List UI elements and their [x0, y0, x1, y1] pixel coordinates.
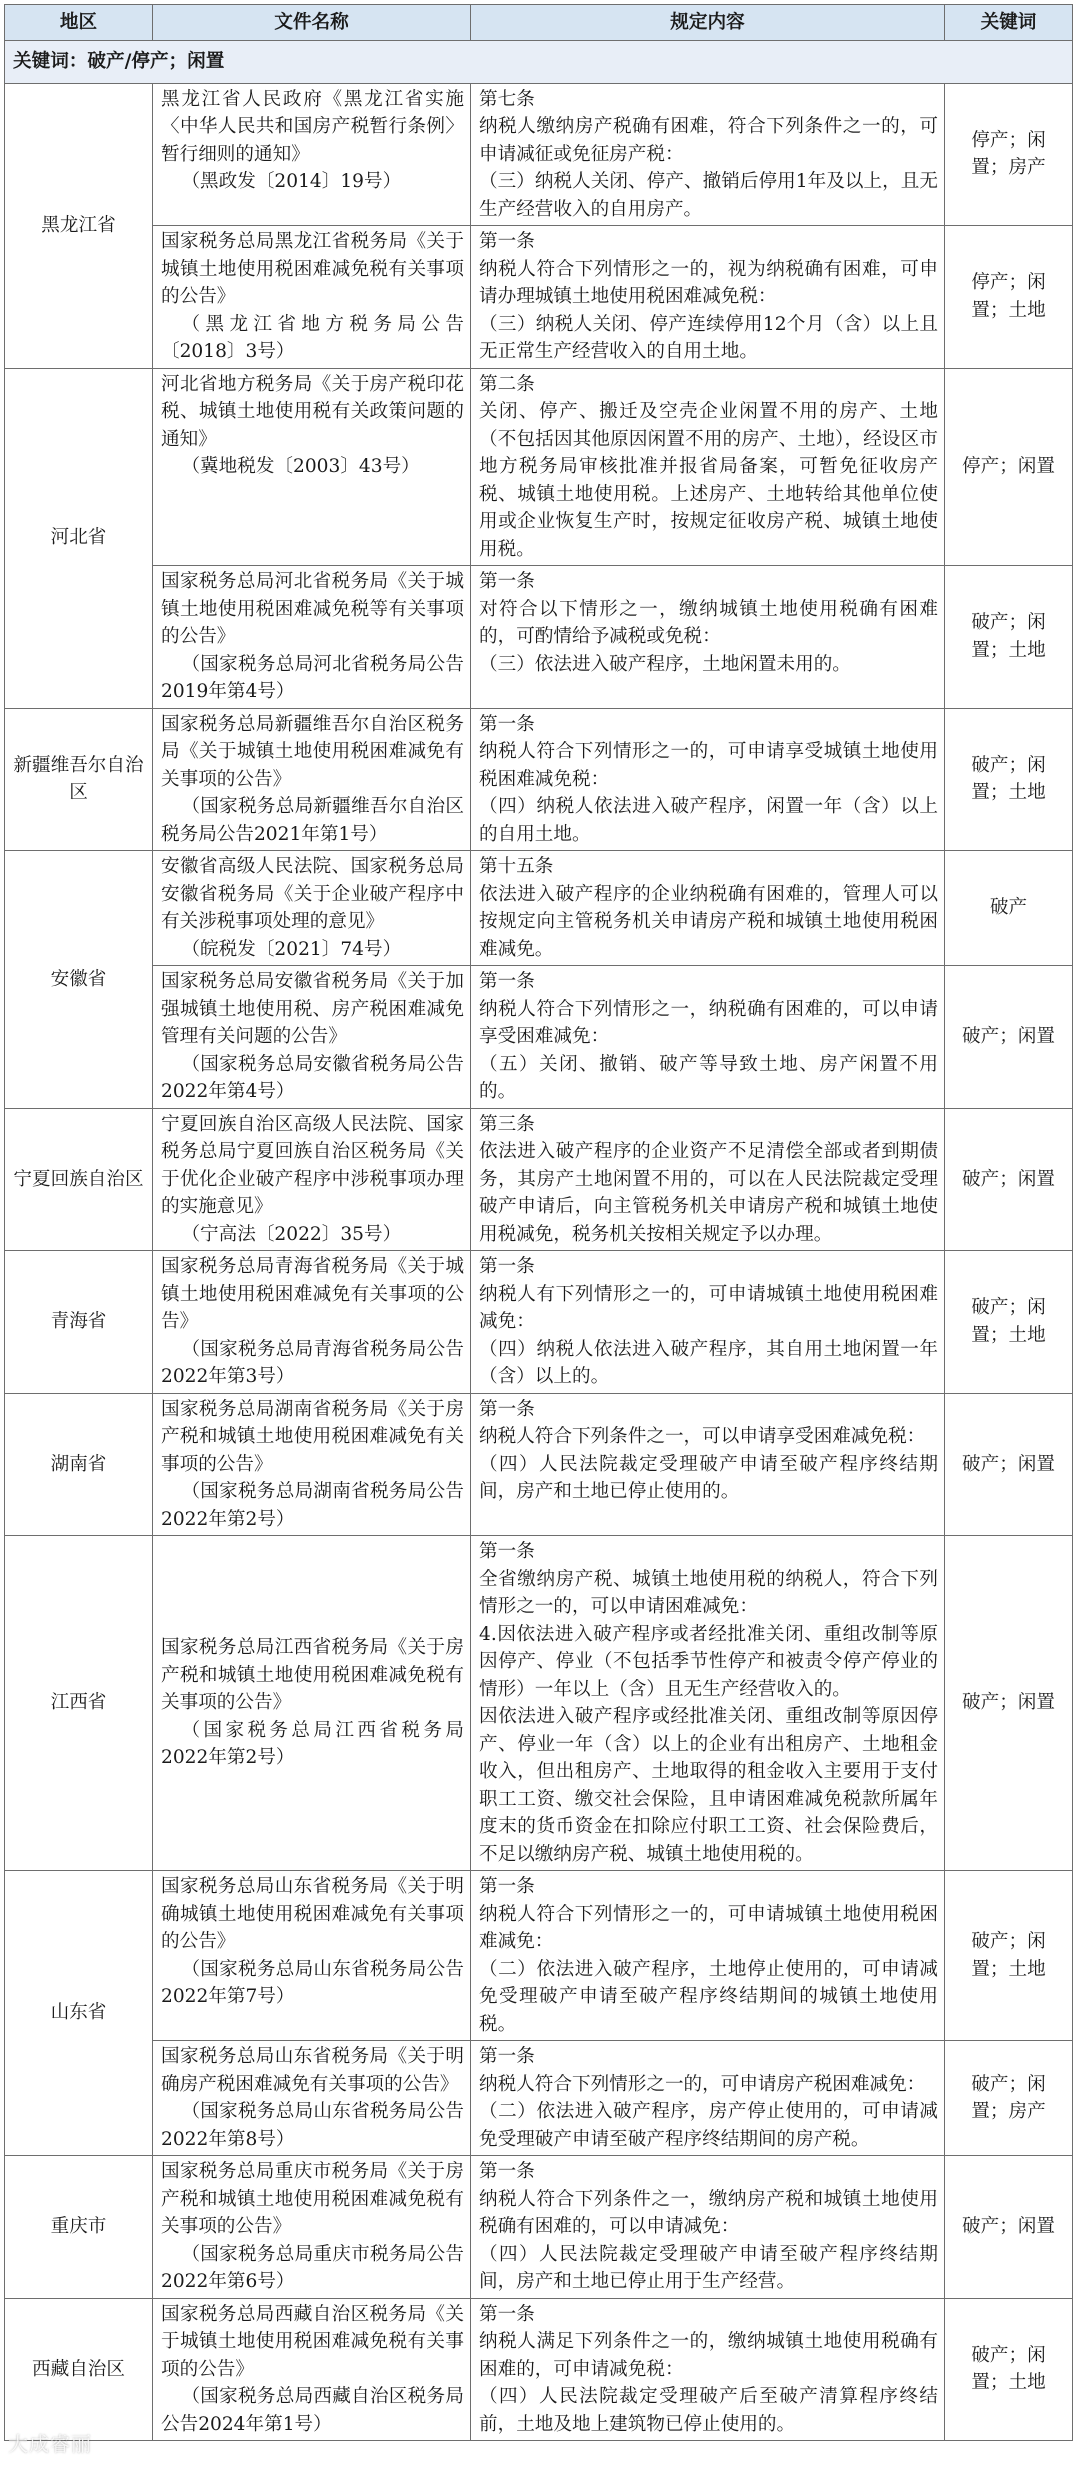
keywords-cell: 破产；闲置；土地 [945, 2298, 1073, 2441]
keywords-cell: 破产；闲置；土地 [945, 566, 1073, 709]
document-cell [153, 566, 471, 709]
keywords-cell: 停产；闲置 [945, 368, 1073, 566]
table-row [5, 2041, 1073, 2156]
document-number: （国家税务总局山东省税务局公告2022年第8号） [161, 2101, 464, 2150]
table-row [5, 2156, 1073, 2299]
region-cell: 重庆市 [5, 2156, 153, 2299]
document-cell [153, 708, 471, 851]
document-cell [153, 83, 471, 226]
content-paragraph: 纳税人符合下列条件之一，缴纳房产税和城镇土地使用税确有困难的，可以申请减免： [479, 2188, 938, 2237]
region-cell: 湖南省 [5, 1393, 153, 1536]
document-cell [153, 851, 471, 966]
content-paragraph: 关闭、停产、搬迁及空壳企业闲置不用的房产、土地（不包括因其他原因闲置不用的房产、土地），经设区市地方税务局审核批准并报省局备案，可暂免征收房产税、城镇土地使用税。上述房产、土地转给其他单位使用或企业恢复生产时，按规定征收房产税、城镇土地使用税。 [479, 401, 938, 560]
document-cell [153, 2156, 471, 2299]
article-label: 第二条 [479, 373, 535, 395]
article-label: 第一条 [479, 1398, 535, 1420]
keywords-cell: 破产；闲置 [945, 1108, 1073, 1251]
document-title: 国家税务总局黑龙江省税务局《关于城镇土地使用税困难减免税有关事项的公告》 [161, 231, 464, 307]
content-paragraph: 对符合以下情形之一，缴纳城镇土地使用税确有困难的，可酌情给予减税或免税： [479, 598, 938, 647]
table-row [5, 1536, 1073, 1871]
content-paragraph: 纳税人有下列情形之一的，可申请城镇土地使用税困难减免： [479, 1283, 938, 1332]
policy-table [4, 4, 1073, 2441]
article-label: 第一条 [479, 2161, 535, 2182]
document-title: 国家税务总局山东省税务局《关于明确房产税困难减免有关事项的公告》 [161, 2046, 464, 2095]
table-row [5, 966, 1073, 1109]
table-row [5, 1251, 1073, 1394]
content-cell [471, 1251, 945, 1394]
document-cell [153, 226, 471, 369]
content-paragraph: 4.因依法进入破产程序或者经批准关闭、重组改制等原因停产、停业（不包括季节性停产和被责令停产停业的情形）一年以上（含）且无生产经营收入的。 [479, 1623, 938, 1700]
content-paragraph: （三）纳税人关闭、停产连续停用12个月（含）以上且无正常生产经营收入的自用土地。 [479, 313, 938, 362]
document-number: （皖税发〔2021〕74号） [181, 938, 402, 960]
table-row [5, 708, 1073, 851]
content-paragraph: 纳税人符合下列情形之一的，可申请房产税困难减免： [479, 2073, 926, 2095]
keywords-cell: 破产 [945, 851, 1073, 966]
document-cell [153, 1393, 471, 1536]
content-paragraph: 全省缴纳房产税、城镇土地使用税的纳税人，符合下列情形之一的，可以申请困难减免： [479, 1568, 938, 1617]
region-cell: 青海省 [5, 1251, 153, 1394]
article-label: 第一条 [479, 1256, 535, 1277]
header-row [5, 5, 1073, 41]
document-cell [153, 1108, 471, 1251]
region-cell: 山东省 [5, 1871, 153, 2156]
keywords-cell: 破产；闲置；土地 [945, 708, 1073, 851]
document-cell [153, 2041, 471, 2156]
article-label: 第十五条 [479, 856, 554, 877]
article-label: 第一条 [479, 713, 535, 735]
content-paragraph: 纳税人符合下列情形之一的，可申请享受城镇土地使用税困难减免税： [479, 741, 938, 790]
document-title: 国家税务总局安徽省税务局《关于加强城镇土地使用税、房产税困难减免管理有关问题的公告》 [161, 971, 464, 1047]
content-paragraph: 纳税人缴纳房产税确有困难，符合下列条件之一的，可申请减征或免征房产税： [479, 116, 938, 165]
document-title: 宁夏回族自治区高级人民法院、国家税务总局宁夏回族自治区税务局《关于优化企业破产程序中涉税事项办理的实施意见》 [161, 1113, 464, 1217]
content-paragraph: 纳税人满足下列条件之一的，缴纳城镇土地使用税确有困难的，可申请减免税： [479, 2331, 938, 2380]
keywords-cell: 破产；闲置；土地 [945, 1251, 1073, 1394]
table-row [5, 2298, 1073, 2441]
keywords-cell: 破产；闲置 [945, 966, 1073, 1109]
table-row [5, 566, 1073, 709]
content-paragraph: （四）人民法院裁定受理破产申请至破产程序终结期间，房产和土地已停止使用的。 [479, 1453, 938, 1502]
content-cell [471, 83, 945, 226]
content-paragraph: （四）人民法院裁定受理破产申请至破产程序终结期间，房产和土地已停止用于生产经营。 [479, 2243, 938, 2292]
document-cell [153, 368, 471, 566]
document-number: （黑龙江省地方税务局公告〔2018〕3号） [161, 313, 464, 362]
table-row [5, 368, 1073, 566]
document-title: 安徽省高级人民法院、国家税务总局安徽省税务局《关于企业破产程序中有关涉税事项处理的意见》 [161, 856, 464, 932]
content-cell [471, 368, 945, 566]
keywords-cell: 停产；闲置；房产 [945, 83, 1073, 226]
document-number: （国家税务总局新疆维吾尔自治区税务局公告2021年第1号） [161, 796, 464, 845]
watermark: 大成睿丽 [8, 2431, 92, 2456]
document-title: 国家税务总局河北省税务局《关于城镇土地使用税困难减免税等有关事项的公告》 [161, 571, 464, 647]
content-cell [471, 1536, 945, 1871]
content-cell [471, 851, 945, 966]
content-paragraph: （五）关闭、撤销、破产等导致土地、房产闲置不用的。 [479, 1053, 938, 1102]
keyword-bar: 关键词：破产/停产；闲置 [5, 41, 1073, 84]
document-number: （宁高法〔2022〕35号） [181, 1223, 402, 1245]
document-title: 河北省地方税务局《关于房产税印花税、城镇土地使用税有关政策问题的通知》 [161, 373, 464, 450]
document-title: 国家税务总局青海省税务局《关于城镇土地使用税困难减免有关事项的公告》 [161, 1256, 464, 1332]
keywords-cell: 停产；闲置；土地 [945, 226, 1073, 369]
document-title: 黑龙江省人民政府《黑龙江省实施〈中华人民共和国房产税暂行条例〉暂行细则的通知》 [161, 88, 464, 165]
article-label: 第七条 [479, 88, 535, 110]
document-number: （国家税务总局西藏自治区税务局公告2024年第1号） [161, 2386, 464, 2435]
document-number: （国家税务总局江西省税务局2022年第2号） [161, 1719, 464, 1769]
header-keywords: 关键词 [945, 5, 1073, 41]
content-cell [471, 708, 945, 851]
region-cell: 黑龙江省 [5, 83, 153, 368]
content-cell [471, 1108, 945, 1251]
table-row [5, 851, 1073, 966]
content-cell [471, 1393, 945, 1536]
document-title: 国家税务总局新疆维吾尔自治区税务局《关于城镇土地使用税困难减免有关事项的公告》 [161, 713, 464, 790]
keywords-cell: 破产；闲置 [945, 1393, 1073, 1536]
content-paragraph: （四）纳税人依法进入破产程序，其自用土地闲置一年（含）以上的。 [479, 1338, 938, 1387]
table-row [5, 83, 1073, 226]
document-number: （国家税务总局青海省税务局公告2022年第3号） [161, 1338, 464, 1387]
content-paragraph: （三）依法进入破产程序，土地闲置未用的。 [479, 653, 851, 675]
table-row [5, 1393, 1073, 1536]
content-paragraph: 依法进入破产程序的企业纳税确有困难的，管理人可以按规定向主管税务机关申请房产税和城镇土地使用税困难减免。 [479, 883, 938, 960]
document-cell [153, 1871, 471, 2041]
document-title: 国家税务总局江西省税务局《关于房产税和城镇土地使用税困难减免税有关事项的公告》 [161, 1637, 464, 1714]
article-label: 第三条 [479, 1113, 535, 1135]
region-cell: 西藏自治区 [5, 2298, 153, 2441]
article-label: 第一条 [479, 971, 535, 992]
keywords-cell: 破产；闲置 [945, 1536, 1073, 1871]
region-cell: 安徽省 [5, 851, 153, 1109]
region-cell: 宁夏回族自治区 [5, 1108, 153, 1251]
article-label: 第一条 [479, 571, 535, 592]
region-cell: 河北省 [5, 368, 153, 708]
header-document: 文件名称 [153, 5, 471, 41]
content-paragraph: 纳税人符合下列情形之一的，视为纳税确有困难，可申请办理城镇土地使用税困难减免税： [479, 258, 938, 307]
header-content: 规定内容 [471, 5, 945, 41]
content-paragraph: （二）依法进入破产程序，房产停止使用的，可申请减免受理破产申请至破产程序终结期间的房产税。 [479, 2101, 938, 2150]
keywords-cell: 破产；闲置；土地 [945, 1871, 1073, 2041]
keywords-cell: 破产；闲置；房产 [945, 2041, 1073, 2156]
content-paragraph: （二）依法进入破产程序，土地停止使用的，可申请减免受理破产申请至破产程序终结期间的城镇土地使用税。 [479, 1958, 938, 2035]
content-paragraph: 依法进入破产程序的企业资产不足清偿全部或者到期债务，其房产土地闲置不用的，可以在人民法院裁定受理破产申请后，向主管税务机关申请房产税和城镇土地使用税减免，税务机关按相关规定予以办理。 [479, 1141, 938, 1245]
article-label: 第一条 [479, 1541, 535, 1562]
document-cell [153, 966, 471, 1109]
document-title: 国家税务总局湖南省税务局《关于房产税和城镇土地使用税困难减免有关事项的公告》 [161, 1398, 464, 1475]
document-cell [153, 1536, 471, 1871]
document-number: （国家税务总局山东省税务局公告2022年第7号） [161, 1958, 464, 2007]
content-paragraph: 纳税人符合下列情形之一的，可申请城镇土地使用税困难减免： [479, 1903, 938, 1952]
document-number: （国家税务总局湖南省税务局公告2022年第2号） [161, 1481, 464, 1530]
content-cell [471, 2298, 945, 2441]
keywords-cell: 破产；闲置 [945, 2156, 1073, 2299]
content-paragraph: 纳税人符合下列条件之一，可以申请享受困难减免税： [479, 1426, 926, 1447]
content-cell [471, 566, 945, 709]
document-cell [153, 2298, 471, 2441]
document-title: 国家税务总局西藏自治区税务局《关于城镇土地使用税困难减免税有关事项的公告》 [161, 2303, 464, 2380]
document-number: （冀地税发〔2003〕43号） [181, 456, 420, 477]
document-number: （国家税务总局安徽省税务局公告2022年第4号） [161, 1053, 464, 1102]
content-cell [471, 226, 945, 369]
content-paragraph: 因依法进入破产程序或经批准关闭、重组改制等原因停产、停业一年（含）以上的企业有出租房产、土地租金收入，但出租房产、土地取得的租金收入主要用于支付职工工资、缴交社会保险，且申请困难减免税款所属年度末的货币资金在扣除应付职工工资、社会保险费后，不足以缴纳房产税、城镇土地使用税的。 [479, 1706, 938, 1865]
document-title: 国家税务总局重庆市税务局《关于房产税和城镇土地使用税困难减免税有关事项的公告》 [161, 2161, 464, 2237]
document-number: （国家税务总局重庆市税务局公告2022年第6号） [161, 2243, 464, 2292]
article-label: 第一条 [479, 2046, 535, 2067]
table-row [5, 226, 1073, 369]
article-label: 第一条 [479, 231, 535, 252]
table-row [5, 1871, 1073, 2041]
document-number: （国家税务总局河北省税务局公告2019年第4号） [161, 653, 464, 702]
content-paragraph: （四）人民法院裁定受理破产后至破产清算程序终结前，土地及地上建筑物已停止使用的。 [479, 2386, 938, 2435]
document-cell [153, 1251, 471, 1394]
content-paragraph: 纳税人符合下列情形之一，纳税确有困难的，可以申请享受困难减免： [479, 998, 938, 1047]
document-number: （黑政发〔2014〕19号） [181, 171, 402, 192]
table-row [5, 1108, 1073, 1251]
content-cell [471, 1871, 945, 2041]
content-paragraph: （三）纳税人关闭、停产、撤销后停用1年及以上，且无生产经营收入的自用房产。 [479, 171, 938, 220]
content-cell [471, 966, 945, 1109]
region-cell: 江西省 [5, 1536, 153, 1871]
article-label: 第一条 [479, 2303, 535, 2325]
region-cell: 新疆维吾尔自治区 [5, 708, 153, 851]
content-cell [471, 2156, 945, 2299]
content-cell [471, 2041, 945, 2156]
article-label: 第一条 [479, 1876, 535, 1897]
content-paragraph: （四）纳税人依法进入破产程序，闲置一年（含）以上的自用土地。 [479, 796, 938, 845]
keyword-bar-row [5, 41, 1073, 84]
document-title: 国家税务总局山东省税务局《关于明确城镇土地使用税困难减免有关事项的公告》 [161, 1876, 464, 1952]
header-region: 地区 [5, 5, 153, 41]
